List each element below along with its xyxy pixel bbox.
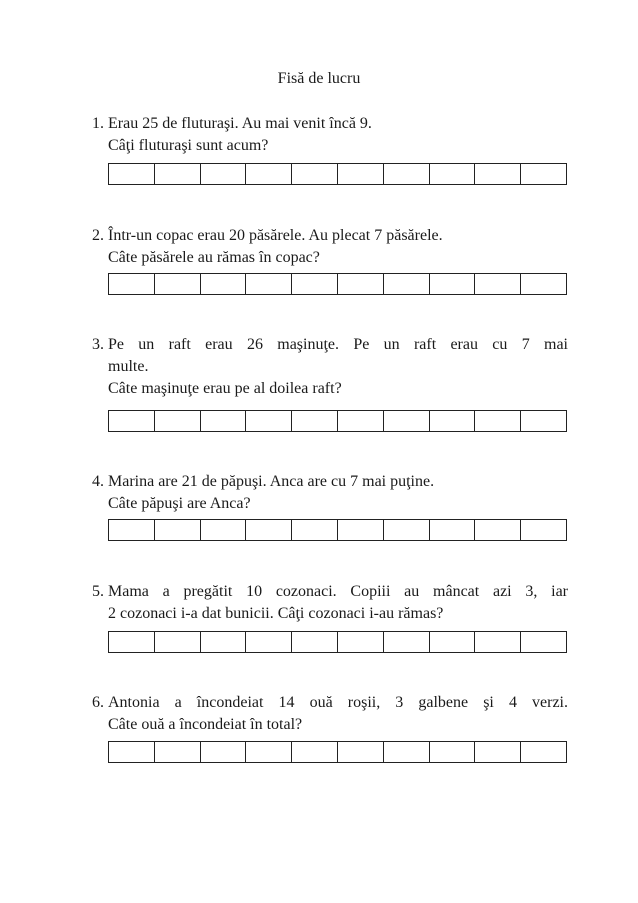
- answer-cell[interactable]: [155, 632, 201, 652]
- problem-text-line: Într-un copac erau 20 păsărele. Au plecat 7 păsărele.: [108, 227, 443, 244]
- answer-grid-3: [108, 410, 567, 432]
- answer-cell[interactable]: [201, 274, 247, 294]
- answer-grid-2: [108, 273, 567, 295]
- answer-cell[interactable]: [155, 742, 201, 762]
- problem-text-line: Mama a pregătit 10 cozonaci. Copiii au mâncat azi 3, iar: [108, 583, 568, 600]
- answer-cell[interactable]: [475, 632, 521, 652]
- answer-cell[interactable]: [246, 274, 292, 294]
- answer-cell[interactable]: [521, 632, 566, 652]
- answer-cell[interactable]: [521, 274, 566, 294]
- answer-cell[interactable]: [201, 520, 247, 540]
- answer-grid-5: [108, 631, 567, 653]
- problem-number: 1.: [92, 115, 104, 132]
- answer-cell[interactable]: [109, 520, 155, 540]
- answer-cell[interactable]: [521, 742, 566, 762]
- answer-cell[interactable]: [201, 411, 247, 431]
- problem-number: 5.: [92, 583, 104, 600]
- answer-cell[interactable]: [384, 274, 430, 294]
- answer-cell[interactable]: [155, 164, 201, 184]
- answer-cell[interactable]: [475, 274, 521, 294]
- problem-number: 6.: [92, 694, 104, 711]
- answer-cell[interactable]: [430, 742, 476, 762]
- answer-cell[interactable]: [201, 164, 247, 184]
- problem-number: 3.: [92, 336, 104, 353]
- answer-cell[interactable]: [338, 274, 384, 294]
- answer-cell[interactable]: [475, 164, 521, 184]
- answer-grid-1: [108, 163, 567, 185]
- problem-text-line: Erau 25 de fluturaşi. Au mai venit încă 9.: [108, 115, 372, 132]
- answer-cell[interactable]: [475, 742, 521, 762]
- problem-question: Câte păsărele au rămas în copac?: [108, 249, 320, 266]
- problem-number: 2.: [92, 227, 104, 244]
- answer-cell[interactable]: [292, 742, 338, 762]
- answer-cell[interactable]: [338, 520, 384, 540]
- answer-cell[interactable]: [430, 411, 476, 431]
- answer-cell[interactable]: [430, 164, 476, 184]
- problem-text-line: Antonia a încondeiat 14 ouă roşii, 3 galbene şi 4 verzi.: [108, 694, 568, 711]
- answer-cell[interactable]: [521, 411, 566, 431]
- problem-3: [92, 334, 568, 400]
- answer-cell[interactable]: [109, 632, 155, 652]
- problem-question: 2 cozonaci i-a dat bunicii. Câţi cozonaci i-au rămas?: [108, 605, 444, 622]
- problem-question: Câţi fluturaşi sunt acum?: [108, 137, 269, 154]
- answer-cell[interactable]: [292, 632, 338, 652]
- answer-cell[interactable]: [292, 411, 338, 431]
- answer-cell[interactable]: [338, 632, 384, 652]
- answer-cell[interactable]: [384, 632, 430, 652]
- worksheet-title: Fisă de lucru: [277, 70, 361, 87]
- problem-1: [92, 113, 568, 157]
- answer-cell[interactable]: [246, 520, 292, 540]
- answer-cell[interactable]: [384, 742, 430, 762]
- answer-cell[interactable]: [201, 632, 247, 652]
- answer-grid-6: [108, 741, 567, 763]
- problem-number: 4.: [92, 473, 104, 490]
- problem-question: Câte maşinuţe erau pe al doilea raft?: [108, 380, 342, 397]
- answer-cell[interactable]: [292, 274, 338, 294]
- answer-cell[interactable]: [338, 411, 384, 431]
- answer-cell[interactable]: [430, 274, 476, 294]
- answer-cell[interactable]: [384, 164, 430, 184]
- answer-cell[interactable]: [521, 520, 566, 540]
- problem-text-line: multe.: [108, 358, 149, 375]
- problem-question: Câte ouă a încondeiat în total?: [108, 716, 303, 733]
- problem-question: Câte păpuşi are Anca?: [108, 495, 251, 512]
- answer-cell[interactable]: [338, 164, 384, 184]
- answer-cell[interactable]: [155, 411, 201, 431]
- answer-cell[interactable]: [109, 274, 155, 294]
- answer-cell[interactable]: [475, 520, 521, 540]
- answer-cell[interactable]: [246, 632, 292, 652]
- problem-text-line: Marina are 21 de păpuşi. Anca are cu 7 mai puţine.: [108, 473, 435, 490]
- answer-cell[interactable]: [246, 411, 292, 431]
- answer-cell[interactable]: [109, 742, 155, 762]
- answer-cell[interactable]: [521, 164, 566, 184]
- answer-cell[interactable]: [292, 164, 338, 184]
- answer-cell[interactable]: [109, 411, 155, 431]
- answer-cell[interactable]: [246, 742, 292, 762]
- answer-grid-4: [108, 519, 567, 541]
- answer-cell[interactable]: [155, 274, 201, 294]
- problem-text-line: Pe un raft erau 26 maşinuţe. Pe un raft erau cu 7 mai: [108, 336, 568, 353]
- answer-cell[interactable]: [246, 164, 292, 184]
- answer-cell[interactable]: [292, 520, 338, 540]
- problem-6: [92, 692, 568, 736]
- answer-cell[interactable]: [430, 632, 476, 652]
- answer-cell[interactable]: [430, 520, 476, 540]
- answer-cell[interactable]: [384, 520, 430, 540]
- answer-cell[interactable]: [201, 742, 247, 762]
- problem-5: [92, 581, 568, 625]
- problem-2: [92, 225, 568, 269]
- answer-cell[interactable]: [475, 411, 521, 431]
- problem-4: [92, 471, 568, 515]
- answer-cell[interactable]: [338, 742, 384, 762]
- answer-cell[interactable]: [155, 520, 201, 540]
- answer-cell[interactable]: [384, 411, 430, 431]
- answer-cell[interactable]: [109, 164, 155, 184]
